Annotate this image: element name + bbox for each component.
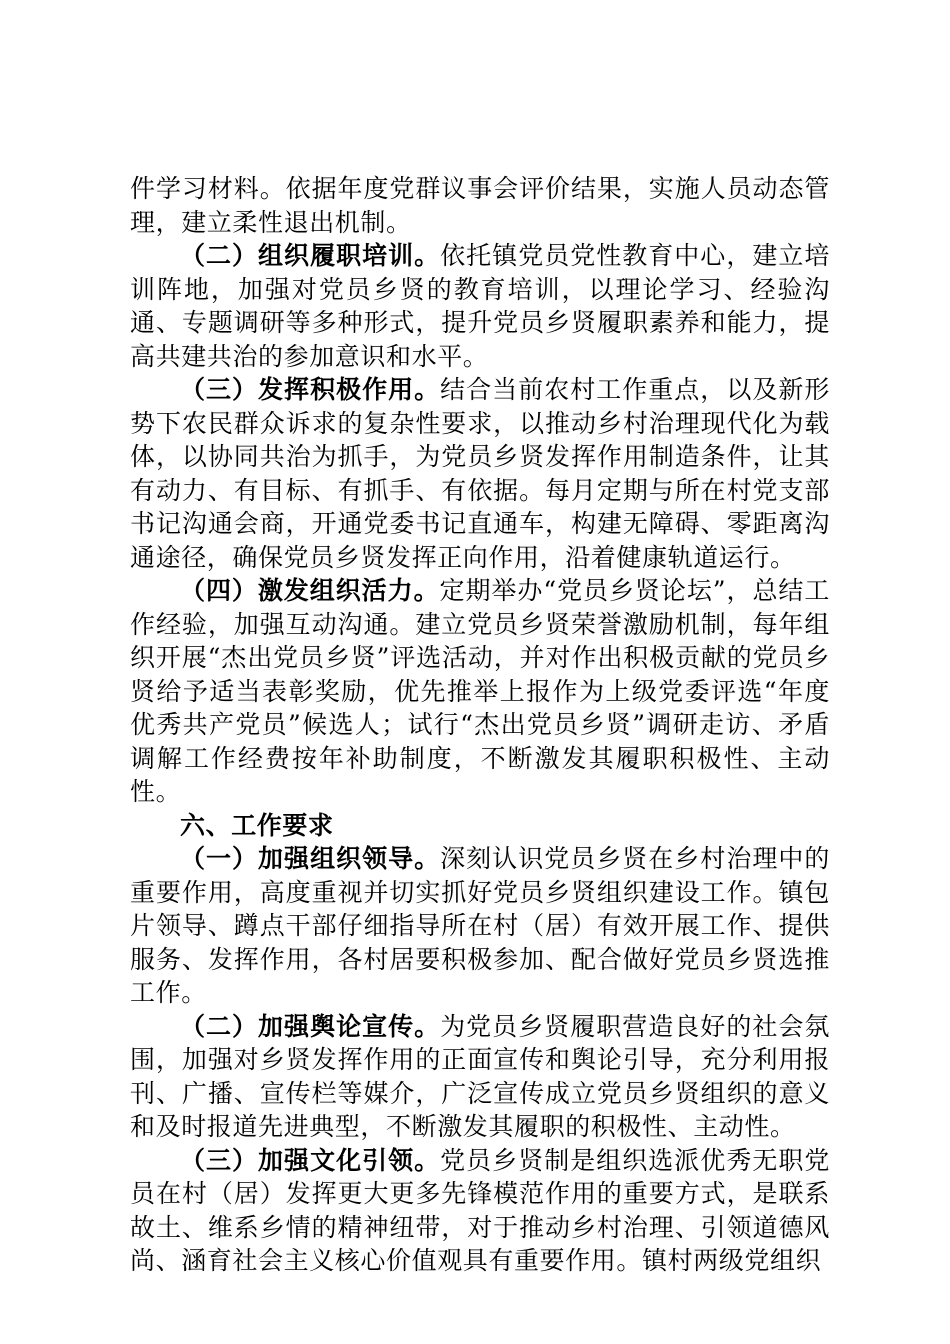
paragraph-publicity — [130, 1010, 830, 1144]
paragraph-leadership — [130, 842, 830, 1010]
document-page — [130, 172, 830, 1278]
paragraph-body: 依托镇党员党性教育中心，建立培训阵地，加强对党员乡贤的教育培训，以理论学习、经验沟通、专题调研等多种形式，提升党员乡贤履职素养和能力，提高共建共治的参加意识和水平。 — [130, 241, 830, 371]
paragraph-body: 件学习材料。依据年度党群议事会评价结果，实施人员动态管理，建立柔性退出机制。 — [130, 174, 830, 237]
paragraph-lead: （四）激发组织活力。 — [180, 576, 440, 605]
paragraph-body: 结合当前农村工作重点，以及新形势下农民群众诉求的复杂性要求，以推动乡村治理现代化为载体，以协同共治为抓手，为党员乡贤发挥作用制造条件，让其有动力、有目标、有抓手、有依据。每月定期与所在村党支部书记沟通会商，开通党委书记直通车，构建无障碍、零距离沟通途径，确保党员乡贤发挥正向作用，沿着健康轨道运行。 — [130, 375, 830, 572]
paragraph-vitality — [130, 574, 830, 809]
section-heading: 六、工作要求 — [180, 810, 334, 840]
paragraph-lead: （二）加强舆论宣传。 — [180, 1011, 441, 1041]
paragraph-lead: （三）发挥积极作用。 — [180, 375, 441, 404]
paragraph-lead: （二）组织履职培训。 — [180, 241, 441, 270]
paragraph-body: 党员乡贤制是组织选派优秀无职党员在村（居）发挥更大更多先锋模范作用的重要方式，是联系故土、维系乡情的精神纽带，对于推动乡村治理、引领道德风尚、涵育社会主义核心价值观具有重要作用。镇村两级党组织 — [130, 1145, 830, 1275]
paragraph-body: 为党员乡贤履职营造良好的社会氛围，加强对乡贤发挥作用的正面宣传和舆论引导，充分利用报刊、广播、宣传栏等媒介，广泛宣传成立党员乡贤组织的意义和及时报道先进典型，不断激发其履职的积极性、主动性。 — [130, 1011, 830, 1141]
paragraph-lead: （一）加强组织领导。 — [180, 844, 441, 873]
paragraph-continuation — [130, 172, 830, 239]
paragraph-body: 深刻认识党员乡贤在乡村治理中的重要作用，高度重视并切实抓好党员乡贤组织建设工作。镇包片领导、蹲点干部仔细指导所在村（居）有效开展工作、提供服务、发挥作用，各村居要积极参加、配合做好党员乡贤选推工作。 — [130, 844, 830, 1007]
paragraph-culture — [130, 1144, 830, 1278]
paragraph-training — [130, 239, 830, 373]
paragraph-lead: （三）加强文化引领。 — [180, 1145, 441, 1175]
paragraph-play-role — [130, 373, 830, 574]
paragraph-body: 定期举办“党员乡贤论坛”，总结工作经验，加强互动沟通。建立党员乡贤荣誉激励机制，每年组织开展“杰出党员乡贤”评选活动，并对作出积极贡献的党员乡贤给予适当表彰奖励，优先推举上报作为上级党委评选“年度优秀共产党员”候选人；试行“杰出党员乡贤”调研走访、矛盾调解工作经费按年补助制度，不断激发其履职积极性、主动性。 — [130, 576, 830, 806]
